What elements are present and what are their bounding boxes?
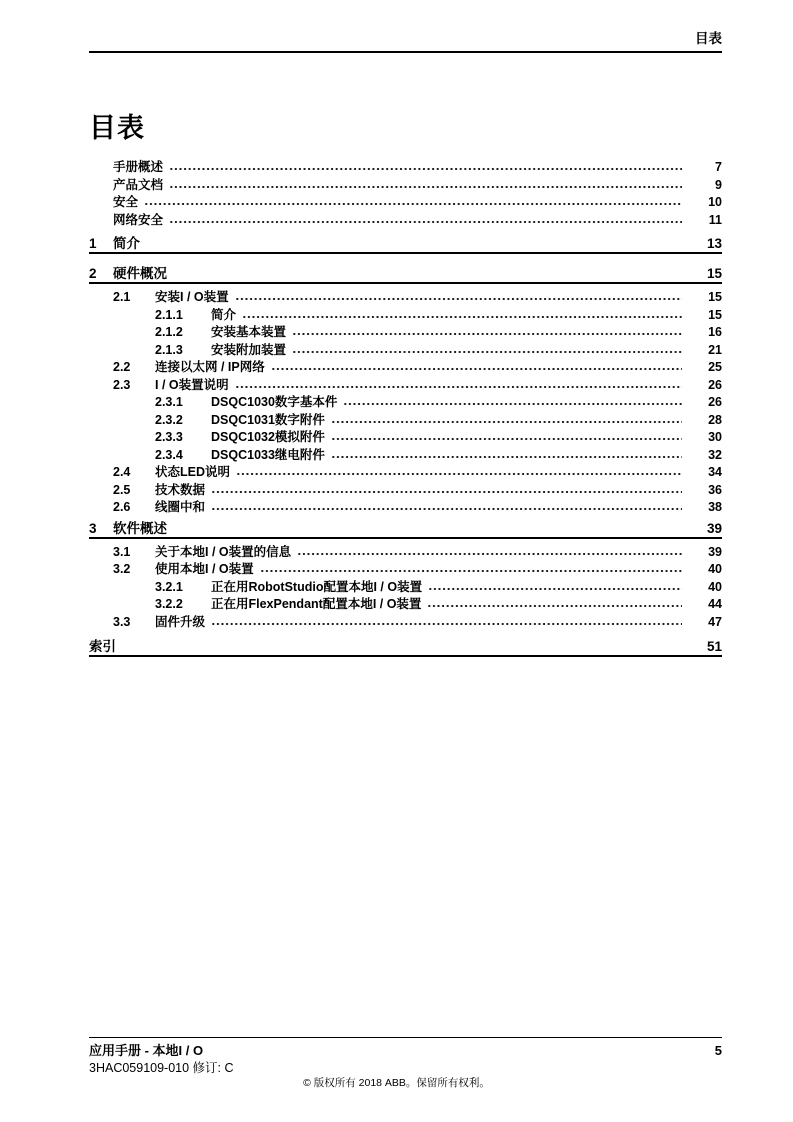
entry-label: DSQC1033继电附件 (211, 447, 325, 462)
toc-entry[interactable] (89, 464, 722, 482)
entry-label: 网络安全 (113, 212, 164, 227)
entry-page-number: 26 (708, 395, 722, 409)
entry-number: 2.1.2 (155, 325, 183, 339)
entry-number: 2.3.3 (155, 430, 183, 444)
dot-leader (297, 552, 682, 556)
entry-label: DSQC1031数字附件 (211, 412, 325, 427)
chapter-number: 3 (89, 520, 97, 536)
dot-leader (235, 297, 682, 301)
dot-leader (331, 420, 682, 424)
entry-label: DSQC1032模拟附件 (211, 430, 325, 444)
dot-leader (211, 622, 682, 626)
entry-page-number: 36 (708, 482, 722, 497)
dot-leader (427, 604, 682, 608)
toc-entry[interactable] (89, 412, 722, 430)
entry-page-number: 11 (708, 212, 722, 227)
entry-label: 关于本地I / O装置的信息 (155, 544, 292, 559)
entry-number: 2.1.1 (155, 307, 183, 322)
entry-label: 正在用FlexPendant配置本地I / O装置 (211, 597, 422, 611)
dot-leader (292, 350, 682, 354)
entry-page-number: 25 (708, 360, 722, 374)
dot-leader (169, 185, 682, 189)
dot-leader (211, 507, 682, 511)
chapter-title: 软件概述 (113, 520, 167, 536)
toc-entry[interactable] (89, 177, 722, 195)
toc-entry[interactable] (89, 194, 722, 212)
chapter-page-number: 39 (706, 520, 722, 536)
entry-label: 产品文档 (113, 177, 164, 192)
footer-page-number: 5 (714, 1043, 722, 1058)
entry-label: 连接以太网 / IP网络 (155, 360, 265, 374)
toc-entry[interactable] (89, 342, 722, 360)
entry-number: 2.2 (113, 360, 131, 374)
footer-document-id: 3HAC059109-010 修订: C (89, 1061, 234, 1075)
chapter-page-number: 15 (706, 266, 722, 281)
entry-number: 2.1 (113, 290, 131, 304)
dot-leader (169, 220, 682, 224)
toc-chapter-heading[interactable] (89, 266, 722, 284)
index-page-number: 51 (706, 639, 722, 654)
entry-page-number: 39 (708, 544, 722, 559)
entry-label: I / O装置说明 (155, 377, 229, 392)
toc-entry[interactable] (89, 561, 722, 579)
entry-label: 安装附加装置 (211, 342, 287, 357)
toc-index-heading[interactable] (89, 639, 722, 657)
entry-number: 2.3.2 (155, 412, 183, 427)
entry-page-number: 15 (708, 290, 722, 304)
dot-leader (331, 437, 682, 441)
page-content (89, 0, 722, 657)
entry-label: 安装I / O装置 (155, 290, 229, 304)
entry-number: 3.3 (113, 614, 131, 629)
dot-leader (343, 402, 682, 406)
entry-label: 安全 (113, 195, 139, 209)
toc-entry[interactable] (89, 429, 722, 447)
entry-number: 3.1 (113, 544, 131, 559)
running-header-label: 目表 (695, 31, 722, 46)
entry-page-number: 40 (708, 562, 722, 576)
entry-number: 2.3.4 (155, 447, 183, 462)
entry-page-number: 44 (708, 597, 722, 611)
toc-entry[interactable] (89, 212, 722, 230)
entry-number: 2.5 (113, 482, 131, 497)
entry-number: 3.2 (113, 562, 131, 576)
dot-leader (169, 167, 682, 171)
toc-entry[interactable] (89, 289, 722, 307)
entry-page-number: 26 (708, 377, 722, 392)
toc-entry[interactable] (89, 324, 722, 342)
chapter-title: 硬件概况 (113, 266, 167, 281)
toc-front-matter (89, 159, 722, 229)
entry-page-number: 21 (708, 342, 722, 357)
entry-label: 状态LED说明 (155, 465, 231, 479)
toc-entry[interactable] (89, 579, 722, 597)
entry-page-number: 9 (715, 177, 722, 192)
entry-label: 使用本地I / O装置 (155, 562, 254, 576)
footer-manual-title: 应用手册 - 本地I / O (89, 1043, 204, 1058)
entry-page-number: 30 (708, 430, 722, 444)
toc-entry[interactable] (89, 482, 722, 500)
dot-leader (331, 455, 682, 459)
toc-entry[interactable] (89, 614, 722, 632)
entry-number: 2.3 (113, 377, 131, 392)
dot-leader (235, 385, 682, 389)
entry-label: 手册概述 (113, 160, 164, 174)
chapter-title: 简介 (113, 236, 140, 251)
dot-leader (242, 315, 682, 319)
entry-page-number: 10 (708, 195, 722, 209)
dot-leader (236, 472, 682, 476)
toc-entry[interactable] (89, 544, 722, 562)
chapter-page-number: 13 (706, 236, 722, 251)
entry-label: 固件升级 (155, 614, 206, 629)
entry-page-number: 40 (708, 579, 722, 594)
dot-leader (144, 202, 682, 206)
entry-page-number: 28 (708, 412, 722, 427)
entry-label: 正在用RobotStudio配置本地I / O装置 (211, 579, 423, 594)
entry-label: DSQC1030数字基本件 (211, 395, 338, 409)
toc-chapter-3-entries (89, 544, 722, 632)
toc-entry[interactable] (89, 394, 722, 412)
entry-number: 2.1.3 (155, 342, 183, 357)
page-footer (89, 1037, 722, 1076)
entry-label: 安装基本装置 (211, 325, 287, 339)
entry-page-number: 47 (708, 614, 722, 629)
footer-copyright: © 版权所有 2018 ABB。保留所有权利。 (303, 1077, 490, 1089)
entry-page-number: 34 (708, 465, 722, 479)
entry-number: 3.2.2 (155, 597, 183, 611)
toc-entry[interactable] (89, 447, 722, 465)
entry-page-number: 32 (708, 447, 722, 462)
page-title: 目表 (89, 113, 145, 143)
toc-chapter-2-entries (89, 289, 722, 517)
running-header (89, 0, 722, 53)
toc-entry[interactable] (89, 359, 722, 377)
index-title: 索引 (89, 639, 116, 654)
dot-leader (292, 332, 682, 336)
entry-number: 2.3.1 (155, 395, 183, 409)
dot-leader (260, 569, 682, 573)
entry-page-number: 7 (715, 160, 722, 174)
entry-label: 简介 (211, 307, 237, 322)
dot-leader (428, 587, 682, 591)
entry-label: 技术数据 (155, 482, 206, 497)
entry-number: 2.6 (113, 500, 131, 514)
toc-entry[interactable] (89, 307, 722, 325)
dot-leader (211, 490, 682, 494)
chapter-number: 2 (89, 266, 97, 281)
entry-page-number: 38 (708, 500, 722, 514)
dot-leader (271, 367, 682, 371)
toc-entry[interactable] (89, 377, 722, 395)
toc-chapter-heading[interactable] (89, 521, 722, 539)
entry-label: 线圈中和 (155, 500, 206, 514)
chapter-number: 1 (89, 236, 97, 251)
toc-entry[interactable] (89, 159, 722, 177)
entry-page-number: 16 (708, 325, 722, 339)
toc-entry[interactable] (89, 499, 722, 517)
entry-page-number: 15 (708, 307, 722, 322)
toc-chapter-heading[interactable] (89, 236, 722, 254)
entry-number: 2.4 (113, 465, 131, 479)
toc-entry[interactable] (89, 596, 722, 614)
entry-number: 3.2.1 (155, 579, 183, 594)
